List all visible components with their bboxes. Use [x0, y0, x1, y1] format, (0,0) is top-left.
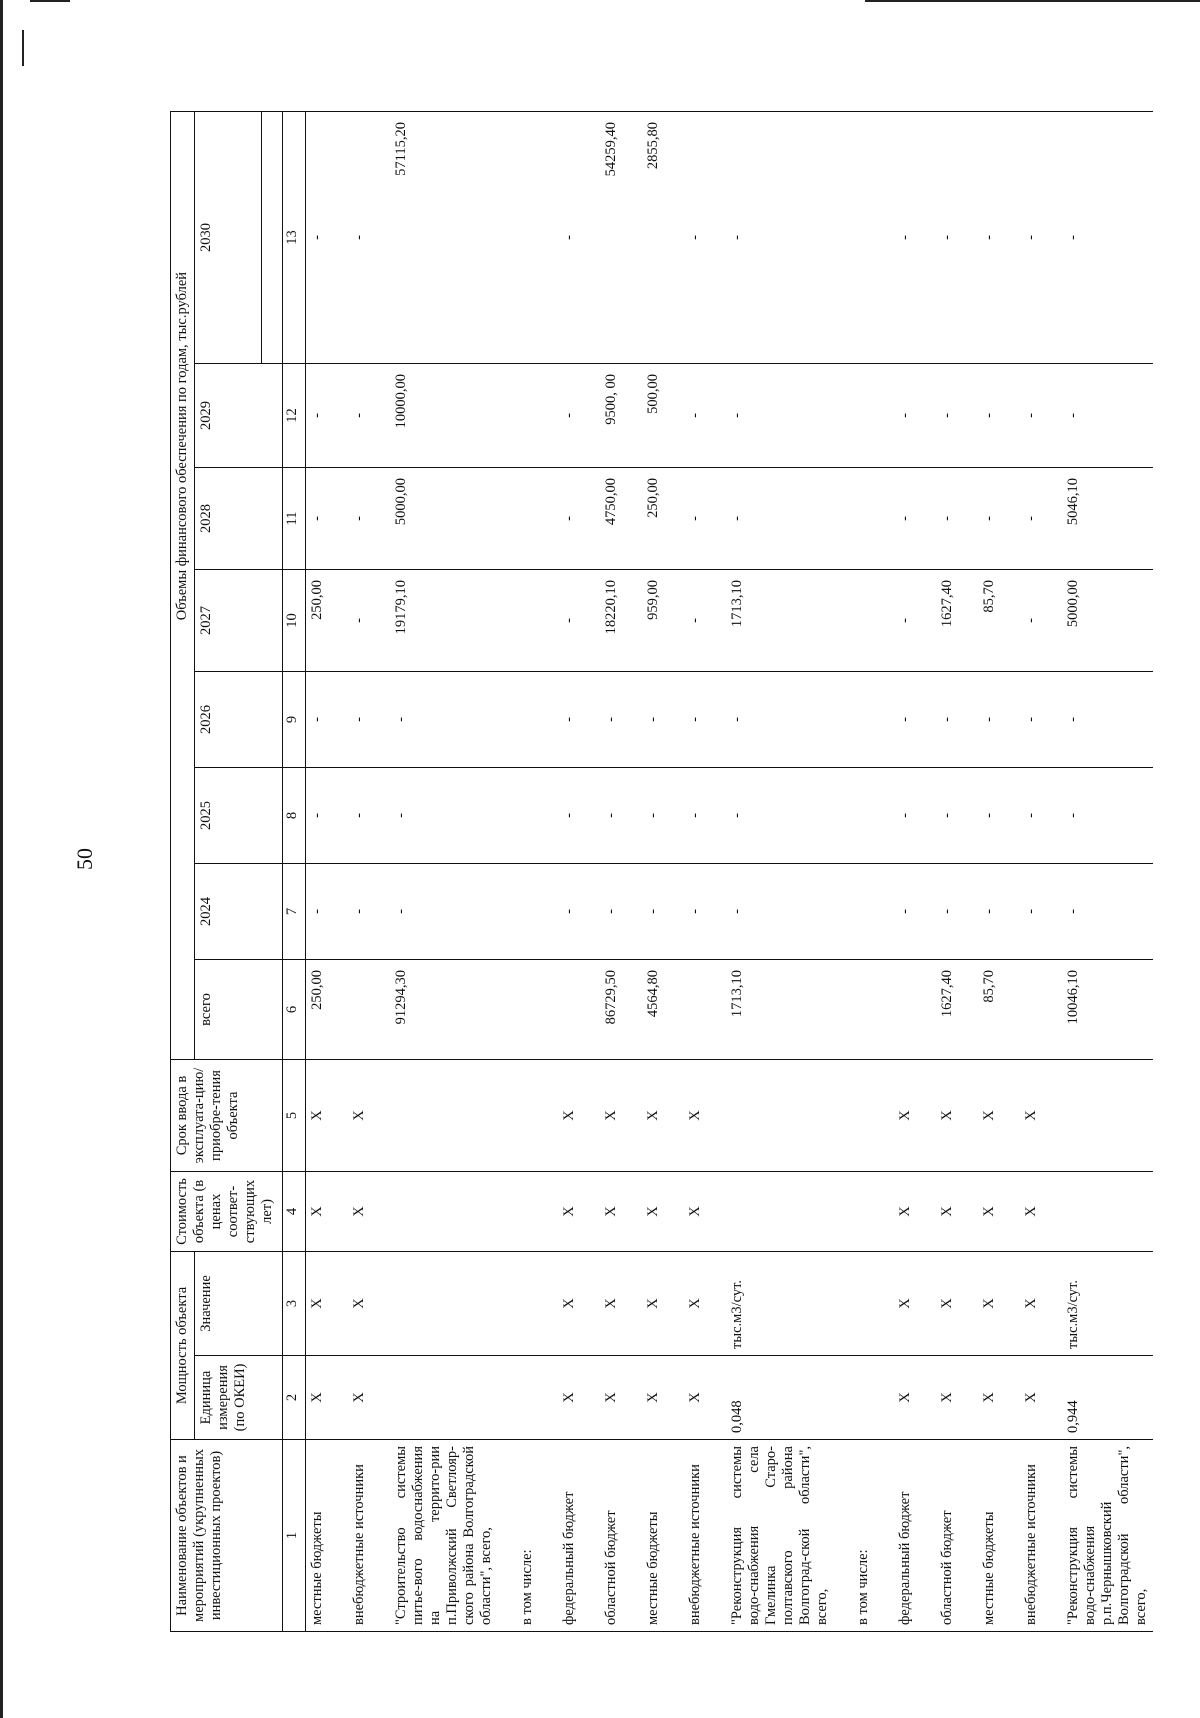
cell-y2027: 5000,00	[1062, 570, 1153, 672]
cell-name: в том числе:	[852, 1440, 894, 1632]
cell-y2030: -	[978, 111, 1020, 363]
cell-y2029: -	[1062, 364, 1153, 468]
cell-y2028: -	[558, 468, 600, 570]
cell-y2025: -	[390, 768, 516, 864]
cell-unit: X	[642, 1356, 684, 1440]
cell-y2024	[516, 864, 558, 960]
cell-y2030: 2855,80	[642, 111, 684, 363]
header-value: Значение	[195, 1252, 283, 1356]
cell-name: внебюджетные источники	[1020, 1440, 1062, 1632]
header-year-2025: 2025	[195, 768, 283, 864]
cell-y2026: -	[726, 672, 852, 768]
cell-total	[1020, 960, 1062, 1060]
cell-y2026: -	[1020, 672, 1062, 768]
cell-y2025: -	[936, 768, 978, 864]
cell-unit	[516, 1356, 558, 1440]
cell-term: X	[558, 1060, 600, 1172]
cell-cost: X	[894, 1172, 936, 1252]
table-row	[936, 111, 978, 1631]
cell-y2027: 250,00	[306, 570, 349, 672]
cell-y2027: 959,00	[642, 570, 684, 672]
header-year-2030-lower	[262, 111, 283, 363]
cell-total	[684, 960, 726, 1060]
col-number: 8	[283, 768, 306, 864]
table-row	[726, 111, 852, 1631]
scan-mark-top	[30, 0, 70, 2]
cell-term: X	[348, 1060, 390, 1172]
cell-y2027: 1627,40	[936, 570, 978, 672]
cell-value: X	[306, 1252, 349, 1356]
cell-y2028: -	[894, 468, 936, 570]
cell-y2024: -	[558, 864, 600, 960]
page-number: 50	[72, 848, 97, 870]
cell-y2030: -	[936, 111, 978, 363]
header-cost: Стоимость объекта (в ценах соответ-ствующих лет)	[171, 1172, 283, 1252]
header-funding: Объемы финансового обеспечения по годам, тыс.рублей	[171, 111, 195, 1059]
cell-y2029: -	[1020, 364, 1062, 468]
cell-y2028: 4750,00	[600, 468, 642, 570]
cell-y2027: 19179,10	[390, 570, 516, 672]
cell-name: местные бюджеты	[978, 1440, 1020, 1632]
table-row	[1020, 111, 1062, 1631]
cell-total: 10046,10	[1062, 960, 1153, 1060]
scan-mark-left	[22, 30, 24, 66]
cell-unit: 0,048	[726, 1356, 852, 1440]
cell-cost: X	[558, 1172, 600, 1252]
cell-cost: X	[600, 1172, 642, 1252]
col-number: 12	[283, 364, 306, 468]
cell-cost: X	[684, 1172, 726, 1252]
cell-y2026: -	[936, 672, 978, 768]
cell-y2025: -	[306, 768, 349, 864]
cell-name: федеральный бюджет	[894, 1440, 936, 1632]
header-year-2026: 2026	[195, 672, 283, 768]
cell-y2029: -	[894, 364, 936, 468]
cell-name: внебюджетные источники	[348, 1440, 390, 1632]
cell-total: 85,70	[978, 960, 1020, 1060]
cell-term: X	[684, 1060, 726, 1172]
table-row	[894, 111, 936, 1631]
cell-cost	[516, 1172, 558, 1252]
header-year-2027: 2027	[195, 570, 283, 672]
cell-y2026: -	[894, 672, 936, 768]
cell-y2025: -	[642, 768, 684, 864]
cell-y2026: -	[390, 672, 516, 768]
cell-term: X	[978, 1060, 1020, 1172]
col-number: 9	[283, 672, 306, 768]
cell-unit: X	[600, 1356, 642, 1440]
cell-y2027: -	[684, 570, 726, 672]
cell-unit: X	[684, 1356, 726, 1440]
cell-y2024: -	[390, 864, 516, 960]
header-year-2029: 2029	[195, 364, 283, 468]
cell-y2027: 1713,10	[726, 570, 852, 672]
cell-total: 91294,30	[390, 960, 516, 1060]
cell-name: областной бюджет	[600, 1440, 642, 1632]
cell-y2028: -	[348, 468, 390, 570]
col-number: 4	[283, 1172, 306, 1252]
cell-y2026: -	[348, 672, 390, 768]
cell-y2029: 10000,00	[390, 364, 516, 468]
header-capacity: Мощность объекта	[171, 1252, 195, 1440]
cell-unit: X	[936, 1356, 978, 1440]
cell-y2029	[516, 364, 558, 468]
cell-y2029: -	[726, 364, 852, 468]
cell-unit: X	[978, 1356, 1020, 1440]
cell-name: в том числе:	[516, 1440, 558, 1632]
cell-y2030: -	[348, 111, 390, 363]
cell-unit: 0,944	[1062, 1356, 1153, 1440]
col-number: 7	[283, 864, 306, 960]
table-row	[600, 111, 642, 1631]
header-year-2028: 2028	[195, 468, 283, 570]
cell-y2025: -	[978, 768, 1020, 864]
cell-y2025: -	[558, 768, 600, 864]
header-year-2030: 2030	[195, 111, 262, 363]
cell-value: X	[642, 1252, 684, 1356]
cell-y2030: 54259,40	[600, 111, 642, 363]
cell-unit	[852, 1356, 894, 1440]
cell-y2026	[516, 672, 558, 768]
cell-term: X	[642, 1060, 684, 1172]
table-row	[348, 111, 390, 1631]
cell-term	[390, 1060, 516, 1172]
cell-total	[558, 960, 600, 1060]
cell-value: тыс.м3/сут.	[1062, 1252, 1153, 1356]
cell-y2027: 85,70	[978, 570, 1020, 672]
cell-y2026	[852, 672, 894, 768]
cell-value: X	[978, 1252, 1020, 1356]
cell-term: X	[1020, 1060, 1062, 1172]
cell-y2030: -	[894, 111, 936, 363]
cell-term: X	[600, 1060, 642, 1172]
cell-y2026: -	[684, 672, 726, 768]
cell-y2024: -	[684, 864, 726, 960]
cell-y2030: -	[558, 111, 600, 363]
cell-y2024: -	[726, 864, 852, 960]
cell-y2025	[516, 768, 558, 864]
cell-cost	[852, 1172, 894, 1252]
cell-unit: X	[1020, 1356, 1062, 1440]
cell-total: 4564,80	[642, 960, 684, 1060]
cell-unit: X	[558, 1356, 600, 1440]
cell-y2027: -	[558, 570, 600, 672]
cell-y2025: -	[726, 768, 852, 864]
cell-y2026: -	[306, 672, 349, 768]
cell-y2028: 250,00	[642, 468, 684, 570]
cell-y2030: -	[1020, 111, 1062, 363]
cell-y2029: -	[348, 364, 390, 468]
col-number: 2	[283, 1356, 306, 1440]
cell-term	[852, 1060, 894, 1172]
cell-y2025: -	[348, 768, 390, 864]
cell-value: X	[348, 1252, 390, 1356]
cell-y2026: -	[558, 672, 600, 768]
header-name: Наименование объектов и мероприятий (укрупненных инвестиционных проектов)	[171, 1440, 283, 1632]
cell-y2026: -	[1062, 672, 1153, 768]
cell-cost	[390, 1172, 516, 1252]
cell-unit: X	[894, 1356, 936, 1440]
cell-y2028: -	[684, 468, 726, 570]
table-row	[306, 111, 349, 1631]
table-row	[852, 111, 894, 1631]
cell-y2030: -	[726, 111, 852, 363]
col-number: 5	[283, 1060, 306, 1172]
cell-y2024: -	[600, 864, 642, 960]
header-unit: Единица измерения (по ОКЕИ)	[195, 1356, 283, 1440]
col-number: 1	[283, 1440, 306, 1632]
cell-y2029: -	[936, 364, 978, 468]
cell-y2028: -	[936, 468, 978, 570]
cell-y2024: -	[348, 864, 390, 960]
cell-value: тыс.м3/сут.	[726, 1252, 852, 1356]
cell-y2024: -	[642, 864, 684, 960]
cell-value	[390, 1252, 516, 1356]
cell-term: X	[894, 1060, 936, 1172]
table-row	[558, 111, 600, 1631]
cell-value: X	[684, 1252, 726, 1356]
cell-total: 250,00	[306, 960, 349, 1060]
cell-y2025: -	[684, 768, 726, 864]
cell-total	[348, 960, 390, 1060]
cell-y2029: -	[306, 364, 349, 468]
cell-y2028: -	[1020, 468, 1062, 570]
col-number: 10	[283, 570, 306, 672]
cell-y2024: -	[936, 864, 978, 960]
table-row	[390, 111, 516, 1631]
cell-unit: X	[348, 1356, 390, 1440]
cell-name: местные бюджеты	[642, 1440, 684, 1632]
cell-total: 1627,40	[936, 960, 978, 1060]
cell-y2028	[516, 468, 558, 570]
cell-y2025: -	[894, 768, 936, 864]
cell-cost: X	[978, 1172, 1020, 1252]
cell-y2026: -	[978, 672, 1020, 768]
cell-name: областной бюджет	[936, 1440, 978, 1632]
cell-y2026: -	[642, 672, 684, 768]
cell-cost: X	[936, 1172, 978, 1252]
table-row	[684, 111, 726, 1631]
cell-cost	[726, 1172, 852, 1252]
cell-y2028	[852, 468, 894, 570]
cell-term	[726, 1060, 852, 1172]
cell-y2029	[852, 364, 894, 468]
cell-y2028: -	[306, 468, 349, 570]
header-total: всего	[195, 960, 283, 1060]
header-year-2024: 2024	[195, 864, 283, 960]
cell-y2027	[852, 570, 894, 672]
cell-y2027: -	[348, 570, 390, 672]
cell-y2025: -	[1020, 768, 1062, 864]
cell-y2024: -	[978, 864, 1020, 960]
cell-y2028: -	[726, 468, 852, 570]
cell-value: X	[600, 1252, 642, 1356]
cell-y2030	[516, 111, 558, 363]
table-row	[642, 111, 684, 1631]
col-number: 6	[283, 960, 306, 1060]
cell-y2027: 18220,10	[600, 570, 642, 672]
cell-y2024: -	[306, 864, 349, 960]
cell-y2028: 5046,10	[1062, 468, 1153, 570]
cell-y2029: -	[558, 364, 600, 468]
cell-name: "Реконструкция системы водо-снабжения села Гмелинка Старо-полтавского района Волгоград-ской области", всего,	[726, 1440, 852, 1632]
table-row	[978, 111, 1020, 1631]
rotated-table-container	[170, 112, 1190, 1632]
cell-value: X	[1020, 1252, 1062, 1356]
cell-y2029: 500,00	[642, 364, 684, 468]
cell-total	[894, 960, 936, 1060]
cell-total: 86729,50	[600, 960, 642, 1060]
cell-term	[1062, 1060, 1153, 1172]
cell-cost	[1062, 1172, 1153, 1252]
cell-y2024: -	[1020, 864, 1062, 960]
cell-value	[516, 1252, 558, 1356]
cell-name: "Реконструкция системы водо-снабжения р.п.Чернышковский Волгоградской области", всего,	[1062, 1440, 1153, 1632]
cell-total: 1713,10	[726, 960, 852, 1060]
header-term: Срок ввода в эксплуата-цию/приобре-тения объекта	[171, 1060, 283, 1172]
cell-y2027: -	[894, 570, 936, 672]
cell-y2028: -	[978, 468, 1020, 570]
cell-y2027: -	[1020, 570, 1062, 672]
cell-y2030: -	[306, 111, 349, 363]
scan-edge-left	[0, 0, 3, 1718]
cell-cost: X	[642, 1172, 684, 1252]
cell-term: X	[306, 1060, 349, 1172]
cell-y2029: -	[684, 364, 726, 468]
cell-name: федеральный бюджет	[558, 1440, 600, 1632]
cell-cost: X	[1020, 1172, 1062, 1252]
cell-y2029: 9500, 00	[600, 364, 642, 468]
cell-value: X	[936, 1252, 978, 1356]
col-number: 3	[283, 1252, 306, 1356]
cell-y2026: -	[600, 672, 642, 768]
cell-total	[852, 960, 894, 1060]
cell-cost: X	[348, 1172, 390, 1252]
table-body	[306, 111, 1154, 1631]
cell-unit	[390, 1356, 516, 1440]
cell-value	[852, 1252, 894, 1356]
cell-y2030: -	[684, 111, 726, 363]
cell-y2025: -	[1062, 768, 1153, 864]
cell-y2027	[516, 570, 558, 672]
cell-term: X	[936, 1060, 978, 1172]
cell-y2030: -	[1062, 111, 1153, 363]
cell-y2028: 5000,00	[390, 468, 516, 570]
cell-y2025: -	[600, 768, 642, 864]
cell-y2029: -	[978, 364, 1020, 468]
table-row	[516, 111, 558, 1631]
cell-total	[516, 960, 558, 1060]
cell-y2024	[852, 864, 894, 960]
table-row	[1062, 111, 1153, 1631]
cell-y2024: -	[894, 864, 936, 960]
cell-y2024: -	[1062, 864, 1153, 960]
col-number: 11	[283, 468, 306, 570]
cell-name: "Строительство системы питье-вого водоснабжения на террито-рии п.Приволжский Светлояр-ского района Волгоградской области", всего,	[390, 1440, 516, 1632]
funding-table	[170, 111, 1153, 1632]
cell-y2025	[852, 768, 894, 864]
cell-y2030	[852, 111, 894, 363]
col-number: 13	[283, 111, 306, 363]
cell-y2030: 57115,20	[390, 111, 516, 363]
cell-unit: X	[306, 1356, 349, 1440]
cell-cost: X	[306, 1172, 349, 1252]
cell-term	[516, 1060, 558, 1172]
cell-value: X	[558, 1252, 600, 1356]
scan-edge-top	[865, 0, 1200, 2]
cell-name: местные бюджеты	[306, 1440, 349, 1632]
cell-name: внебюджетные источники	[684, 1440, 726, 1632]
cell-value: X	[894, 1252, 936, 1356]
